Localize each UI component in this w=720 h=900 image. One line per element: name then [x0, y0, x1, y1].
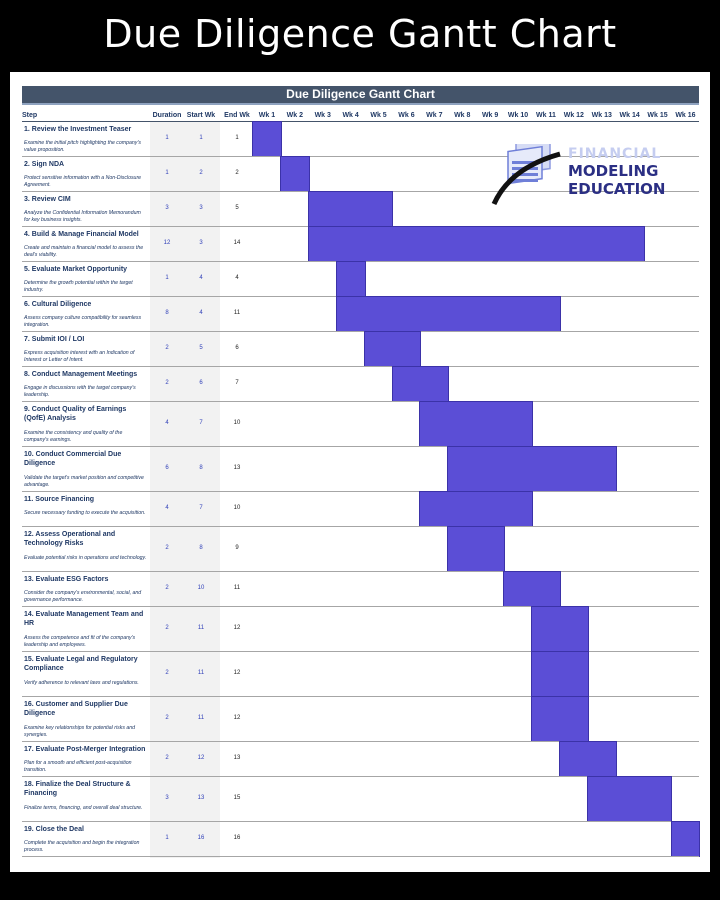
- column-header: Wk 15: [647, 112, 668, 119]
- task-end: 10: [233, 419, 241, 426]
- task-row: [22, 402, 699, 447]
- task-row: [22, 332, 699, 367]
- task-row: [22, 572, 699, 607]
- task-title: 16. Customer and Supplier Due Diligence: [24, 701, 128, 717]
- task-start: 7: [199, 419, 203, 426]
- task-row: [22, 527, 699, 572]
- column-header: Wk 13: [591, 112, 612, 119]
- column-header: Duration: [152, 112, 182, 119]
- task-end: 6: [235, 344, 239, 351]
- gantt-bar: [393, 367, 449, 401]
- task-title: 14. Evaluate Management Team and HR: [24, 611, 144, 627]
- task-description: Analyze the Confidential Information Memorandum for key business insights.: [24, 210, 141, 223]
- task-duration: 2: [165, 344, 169, 351]
- task-start: 11: [197, 624, 205, 631]
- task-title: 4. Build & Manage Financial Model: [24, 231, 139, 238]
- task-end: 2: [235, 169, 239, 176]
- task-duration: 2: [165, 624, 169, 631]
- task-description: Finalize terms, financing, and overall deal structure.: [24, 805, 143, 811]
- gantt-bar: [253, 122, 281, 156]
- task-start: 1: [199, 134, 203, 141]
- task-title: 18. Finalize the Deal Structure & Financing: [24, 781, 131, 797]
- task-start: 8: [199, 464, 203, 471]
- task-title: 2. Sign NDA: [24, 161, 65, 168]
- task-description: Complete the acquisition and begin the integration process.: [24, 840, 140, 853]
- task-start: 16: [197, 834, 205, 841]
- gantt-bar: [337, 297, 560, 331]
- column-header: Wk 8: [454, 112, 471, 119]
- task-title: 9. Conduct Quality of Earnings (QofE) Analysis: [24, 406, 127, 422]
- task-title: 6. Cultural Diligence: [24, 301, 92, 308]
- task-row: [22, 227, 699, 262]
- task-title: 10. Conduct Commercial Due Diligence: [24, 451, 122, 467]
- column-header: Wk 2: [286, 112, 303, 119]
- logo-line-1: FINANCIAL: [568, 146, 662, 162]
- task-end: 12: [233, 669, 241, 676]
- task-end: 11: [233, 309, 241, 316]
- gantt-bar: [672, 822, 700, 856]
- task-start: 13: [197, 794, 205, 801]
- task-row: [22, 607, 699, 652]
- task-duration: 4: [165, 419, 169, 426]
- column-header: Wk 9: [481, 112, 499, 119]
- task-start: 6: [199, 379, 203, 386]
- column-header: End Wk: [224, 112, 250, 119]
- task-start: 11: [197, 669, 205, 676]
- gantt-sheet: [10, 72, 710, 872]
- task-row: [22, 697, 699, 742]
- task-row: [22, 652, 699, 697]
- task-start: 4: [199, 274, 203, 281]
- task-duration: 2: [165, 754, 169, 761]
- task-description: Express acquisition interest with an Indication of Interest or Letter of Intent.: [24, 350, 135, 363]
- task-end: 14: [233, 239, 241, 246]
- task-duration: 3: [165, 794, 169, 801]
- task-start: 11: [197, 714, 205, 721]
- task-end: 13: [233, 754, 241, 761]
- task-start: 10: [197, 584, 205, 591]
- gantt-bar: [420, 402, 532, 446]
- chart-title: Due Diligence Gantt Chart: [22, 86, 699, 105]
- task-duration: 2: [165, 669, 169, 676]
- task-start: 2: [199, 169, 203, 176]
- task-duration: 1: [165, 834, 169, 841]
- gantt-bar: [309, 227, 644, 261]
- task-row: [22, 447, 699, 492]
- task-row: [22, 367, 699, 402]
- column-header: Wk 12: [563, 112, 584, 119]
- task-row: [22, 492, 699, 527]
- task-end: 10: [233, 504, 241, 511]
- task-description: Assess the competence and fit of the company's leadership and employees.: [24, 635, 136, 648]
- gantt-bar: [365, 332, 421, 366]
- task-duration: 2: [165, 544, 169, 551]
- task-duration: 12: [163, 239, 171, 246]
- task-row: [22, 777, 699, 822]
- task-title: 15. Evaluate Legal and Regulatory Compliance: [24, 656, 138, 672]
- gantt-bar: [532, 652, 588, 696]
- logo-line-3: EDUCATION: [568, 180, 666, 198]
- task-end: 13: [233, 464, 241, 471]
- gantt-bar: [560, 742, 616, 776]
- task-start: 8: [199, 544, 203, 551]
- column-header: Start Wk: [186, 112, 216, 119]
- task-duration: 1: [165, 169, 169, 176]
- task-description: Protect sensitive information with a Non-Disclosure Agreement.: [24, 175, 142, 188]
- task-title: 11. Source Financing: [24, 496, 95, 503]
- task-description: Create and maintain a financial model to assess the deal's viability.: [24, 245, 144, 258]
- task-start: 4: [199, 309, 203, 316]
- gantt-bar: [532, 697, 588, 741]
- task-row: [22, 262, 699, 297]
- task-description: Examine the consistency and quality of the company's earnings.: [24, 430, 123, 443]
- task-duration: 4: [165, 504, 169, 511]
- column-header: Wk 1: [258, 112, 276, 119]
- task-end: 1: [235, 134, 239, 141]
- column-header: Wk 10: [507, 112, 529, 119]
- task-start: 3: [199, 239, 203, 246]
- task-end: 12: [233, 714, 241, 721]
- gantt-bar: [448, 447, 615, 491]
- task-start: 3: [199, 204, 203, 211]
- column-header: Wk 6: [398, 112, 415, 119]
- row-divider: [22, 856, 699, 857]
- task-title: 5. Evaluate Market Opportunity: [24, 266, 128, 273]
- gantt-bar: [504, 572, 560, 606]
- task-end: 4: [235, 274, 239, 281]
- task-end: 5: [235, 204, 239, 211]
- column-header: Step: [22, 112, 38, 119]
- task-description: Assess company culture compatibility for seamless integration.: [24, 315, 142, 328]
- task-title: 13. Evaluate ESG Factors: [24, 576, 109, 583]
- column-header: Wk 3: [314, 112, 331, 119]
- task-end: 9: [235, 544, 239, 551]
- task-description: Examine the initial pitch highlighting the company's value proposition.: [24, 140, 141, 153]
- task-row: [22, 742, 699, 777]
- column-header: Wk 16: [675, 112, 696, 119]
- task-start: 5: [199, 344, 203, 351]
- task-duration: 3: [165, 204, 169, 211]
- task-end: 7: [235, 379, 239, 386]
- task-title: 7. Submit IOI / LOI: [24, 336, 85, 343]
- column-header: Wk 14: [619, 112, 640, 119]
- task-title: 19. Close the Deal: [24, 826, 84, 833]
- task-duration: 1: [165, 274, 169, 281]
- logo-line-2: MODELING: [568, 162, 659, 180]
- task-row: [22, 822, 699, 857]
- column-header: Wk 11: [536, 112, 556, 119]
- task-title: 1. Review the Investment Teaser: [24, 126, 132, 133]
- column-header: Wk 4: [342, 112, 359, 119]
- task-end: 12: [233, 624, 241, 631]
- task-title: 3. Review CIM: [24, 196, 71, 203]
- task-duration: 2: [165, 714, 169, 721]
- gantt-bar: [337, 262, 365, 296]
- task-start: 7: [199, 504, 203, 511]
- task-description: Engage in discussions with the target company's leadership.: [24, 385, 136, 398]
- task-description: Verify adherence to relevant laws and regulations.: [24, 680, 139, 686]
- gantt-bar: [420, 492, 532, 526]
- task-duration: 2: [165, 379, 169, 386]
- task-description: Examine key relationships for potential risks and synergies.: [24, 725, 136, 738]
- company-logo: [490, 144, 690, 208]
- task-end: 16: [233, 834, 241, 841]
- task-end: 15: [233, 794, 241, 801]
- task-description: Secure necessary funding to execute the acquisition.: [24, 510, 146, 516]
- task-description: Plan for a smooth and efficient post-acquisition transition.: [24, 760, 132, 773]
- gantt-bar: [309, 192, 393, 226]
- task-duration: 8: [165, 309, 169, 316]
- column-header: Wk 5: [370, 112, 387, 119]
- task-start: 12: [197, 754, 205, 761]
- task-description: Validate the target's market position and competitive advantage.: [24, 475, 144, 488]
- logo-icon: [490, 144, 566, 208]
- gantt-bar: [448, 527, 504, 571]
- gantt-bar: [281, 157, 309, 191]
- task-duration: 1: [165, 134, 169, 141]
- task-duration: 6: [165, 464, 169, 471]
- task-duration: 2: [165, 584, 169, 591]
- task-description: Determine the growth potential within the target industry.: [24, 280, 133, 293]
- task-description: Evaluate potential risks in operations and technology.: [24, 555, 147, 561]
- task-end: 11: [233, 584, 241, 591]
- task-description: Consider the company's environmental, social, and governance performance.: [24, 590, 142, 603]
- task-title: 12. Assess Operational and Technology Risks: [24, 531, 116, 547]
- column-header: Wk 7: [426, 112, 443, 119]
- gantt-bar: [588, 777, 672, 821]
- task-title: 17. Evaluate Post-Merger Integration: [24, 746, 146, 753]
- page-title: Due Diligence Gantt Chart: [103, 12, 617, 56]
- task-row: [22, 297, 699, 332]
- task-title: 8. Conduct Management Meetings: [24, 371, 138, 378]
- gantt-bar: [532, 607, 588, 651]
